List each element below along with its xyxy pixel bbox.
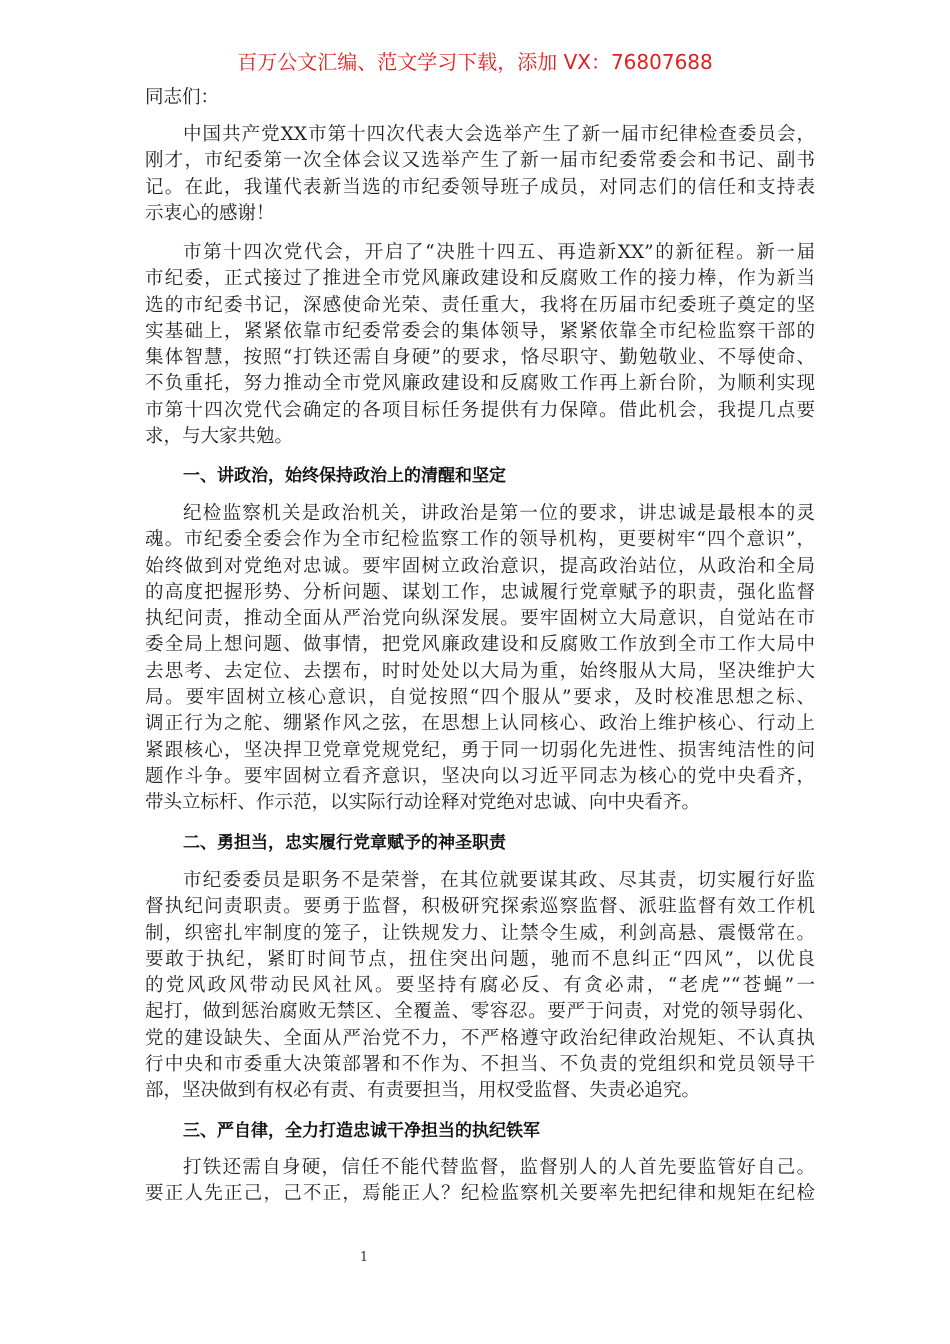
page-number: 1	[359, 1250, 369, 1265]
text-line: 市纪委，正式接过了推进全市党风廉政建设和反腐败工作的接力棒，作为新当	[145, 268, 815, 290]
text-line: 委全局上想问题、做事情，把党风廉政建设和反腐败工作放到全市工作大局中	[145, 634, 815, 656]
paragraph-1	[145, 122, 815, 227]
text-line: 起打，做到惩治腐败无禁区、全覆盖、零容忍。要严于问责，对党的领导弱化、	[145, 1001, 815, 1023]
paragraph-3	[145, 501, 815, 817]
text-line: 带头立标杆、作示范，以实际行动诠释对党绝对忠诚、向中央看齐。	[145, 792, 701, 814]
text-line: 部，坚决做到有权必有责、有责要担当，用权受监督、失责必追究。	[145, 1080, 701, 1102]
text-line: 市纪委委员是职务不是荣誉，在其位就要谋其政、尽其责，切实履行好监	[183, 870, 815, 891]
paragraph-2	[145, 240, 815, 450]
text-line: 去思考、去定位、去摆布，时时处处以大局为重，始终服从大局，坚决维护大	[145, 660, 815, 682]
text-line: 的高度把握形势、分析问题、谋划工作，忠诚履行党章赋予的职责，强化监督	[145, 581, 815, 603]
text-line: 记。在此，我谨代表新当选的市纪委领导班子成员，对同志们的信任和支持表	[145, 176, 815, 198]
text-line: 制，织密扎牢制度的笼子，让铁规发力、让禁令生威，利剑高悬、震慑常在。	[145, 922, 815, 944]
text-line: 不负重托，努力推动全市党风廉政建设和反腐败工作再上新台阶，为顺利实现	[145, 373, 815, 395]
section-heading-1: 一、讲政治，始终保持政治上的清醒和坚定	[183, 466, 506, 486]
paragraph-4	[145, 868, 815, 1105]
text-line: 魂。市纪委全委会作为全市纪检监察工作的领导机构，更要树牢“四个意识”，	[145, 529, 815, 551]
text-line: 的党风政风带动民风社风。要坚持有腐必反、有贪必肃，“老虎”“苍蝇”一	[145, 975, 815, 997]
section-heading-3: 三、严自律，全力打造忠诚干净担当的执纪铁军	[183, 1121, 540, 1141]
text-line: 要正人先正己，己不正，焉能正人？纪检监察机关要率先把纪律和规矩在纪检	[145, 1183, 815, 1205]
download-banner: 百万公文汇编、范文学习下载，添加 VX：76807688	[237, 50, 713, 74]
text-line: 市第十四次党代会确定的各项目标任务提供有力保障。借此机会，我提几点要	[145, 399, 815, 421]
text-line: 局。要牢固树立核心意识，自觉按照“四个服从”要求，及时校准思想之标、	[145, 687, 815, 709]
text-line: 题作斗争。要牢固树立看齐意识，坚决向以习近平同志为核心的党中央看齐，	[145, 765, 815, 787]
text-line: 行中央和市委重大决策部署和不作为、不担当、不负责的党组织和党员领导干	[145, 1054, 815, 1076]
text-line: 执纪问责，推动全面从严治党向纵深发展。要牢固树立大局意识，自觉站在市	[145, 608, 815, 630]
text-line: 始终做到对党绝对忠诚。要牢固树立政治意识，提高政治站位，从政治和全局	[145, 555, 815, 577]
text-line: 打铁还需自身硬，信任不能代替监督，监督别人的人首先要监管好自己。	[183, 1157, 815, 1178]
paragraph-5	[145, 1155, 815, 1208]
text-line: 紧跟核心，坚决捍卫党章党规党纪，勇于同一切弱化先进性、损害纯洁性的问	[145, 739, 815, 761]
text-line: 选的市纪委书记，深感使命光荣、责任重大，我将在历届市纪委班子奠定的坚	[145, 294, 815, 316]
text-line: 示衷心的感谢！	[145, 202, 275, 224]
text-line: 中国共产党XX市第十四次代表大会选举产生了新一届市纪律检查委员会，	[183, 124, 815, 145]
text-line: 实基础上，紧紧依靠市纪委常委会的集体领导，紧紧依靠全市纪检监察干部的	[145, 320, 815, 342]
text-line: 要敢于执纪，紧盯时间节点，扭住突出问题，驰而不息纠正“四风”，以优良	[145, 948, 815, 970]
text-line: 调正行为之舵、绷紧作风之弦，在思想上认同核心、政治上维护核心、行动上	[145, 713, 815, 735]
text-line: 党的建设缺失、全面从严治党不力，不严格遵守政治纪律政治规矩、不认真执	[145, 1027, 815, 1049]
text-line: 求，与大家共勉。	[145, 426, 294, 448]
text-line: 集体智慧，按照“打铁还需自身硬”的要求，恪尽职守、勤勉敬业、不辱使命、	[145, 347, 815, 369]
text-line: 市第十四次党代会，开启了“决胜十四五、再造新XX”的新征程。新一届	[183, 242, 815, 263]
text-line: 督执纪问责职责。要勇于监督，积极研究探索巡察监督、派驻监督有效工作机	[145, 896, 815, 918]
salutation: 同志们：	[145, 87, 220, 108]
text-line: 纪检监察机关是政治机关，讲政治是第一位的要求，讲忠诚是最根本的灵	[183, 503, 815, 524]
section-heading-2: 二、勇担当，忠实履行党章赋予的神圣职责	[183, 833, 506, 853]
text-line: 刚才，市纪委第一次全体会议又选举产生了新一届市纪委常委会和书记、副书	[145, 150, 815, 172]
